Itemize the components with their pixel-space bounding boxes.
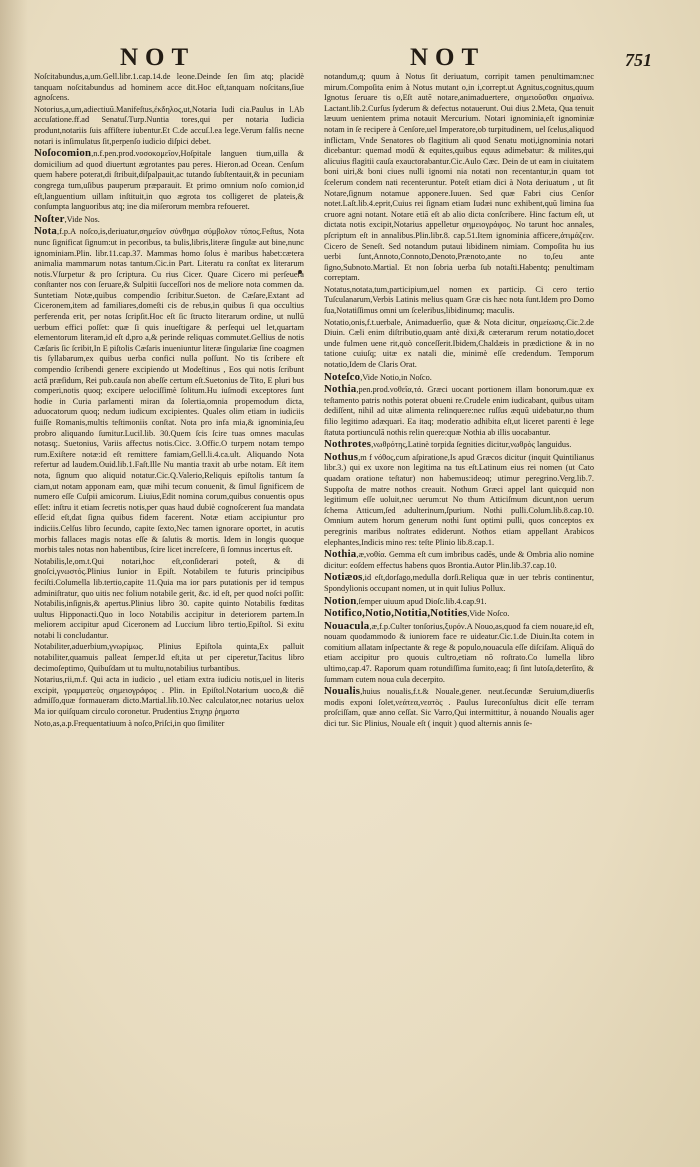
dictionary-entry bbox=[34, 72, 304, 104]
entry-text: Noto,as,a.p.Frequentatiuum à noſco,Priſci,in quo ſimiliter bbox=[34, 718, 225, 728]
entry-text: ,ſemper uiuum apud Dioſc.lib.4.cap.91. bbox=[356, 596, 487, 606]
entry-headword: Nothus bbox=[324, 450, 359, 463]
entry-text: Notorius,a,um,adiectiuū.Manifeſtus,ἐκδηλος,ut,Notaria Iudi cia.Paulus in l.Ab accuſatione.ff.ad Senatuſ.Turp.Nuntia tores,qui per notaria Iudicia produnt,notariis ſuis affiſtere iubentur.Et C.de accuſ.l.ea lege.Verum falſis necne notari is inſimulatus ſit,perpenſo iudicio diſpici debet. bbox=[34, 104, 304, 146]
entry-text: ,æ,f.p.Culter tonſorius,ξυρόν.A Nouo,as,quod fa ciem nouare,id eſt, nouam quodammodo & iuniorem face re uideatur.Cic.1.de Diuin.Ita cotem in comitium allatam inſpectante & rege & populo,nouacula eſſe diſciſam. Aliquā do etiam accipitur pro quouis cultro,etiam nō roſtrato.Co lumella libro ultimo,cap.47. Raporum quam rotundiſſima ſumito,eaq; ſi ſint lutoſa,deterſito, & ſummam cutem noua cula decerpito. bbox=[324, 621, 594, 684]
dictionary-entry bbox=[324, 686, 594, 729]
dictionary-entry bbox=[324, 318, 594, 371]
entry-text: ,m f νόθος,cum aſpiratione,Is apud Græcos dicitur (inquit Quintilianus libr.3.) qui ex uxore non legitima na tus eſt.Latinum eius rei nomen (ut Cato quadam oratione teſtatur) non habemus:ideoq; utimur peregrino.Verg.lib.7. Suppoſta de matre nothos creauit. Nothum Græci appel lant quicquid non legitimum eſſe uoluit,nec uerum:ut No thum Atticiſmum dicunt,non uerum ſchema Atticum,ſed adulterinum,ſpurium. Nothi pulli.Colum.lib.8.cap.10. Omnium autem horum generum nothi ſunt optimi pulli, quos conceptos ex peregrinis maribus noſtrates ediderunt. Nothos etiam appellant Arabicos elephantes,Indicis mino res: teſte Plinio lib.8.cap.1. bbox=[324, 452, 594, 547]
dictionary-entry bbox=[324, 596, 594, 608]
entry-text: notandum,q; quum à Notus ſit deriuatum, corripit tamen penultimam:nec mirum.Compoſita enim à Notus mutant o,in i,corrept.ut Agnitus,cognitus,quum Ignotus ſeruare tis o,Eſt autē notare,animaduertere, σημειοῦσθαι σημαίνω. Lactant.lib.2.Curſus ſyderum & defectus notauerunt. Oui dius 2.Meta, Qua tenuit læuum uenientem prima notauit Mercurium. Notari ignominia,eſt ignominiæ notam in ſe recipere à Cenſore,uel Imperatore,ob turpitudinem, uel ſcelus,aliquod inflictam, Vnde Senatores ob flagitium ali quod Senatu moti,ignominia notari dicebantur: quemad modū & equites,quibus equus adimebatur: & milites,qui alicuius flagitii cauſa exauctorabantur.Cic.Aulo Cæc. Dein de ut eam in ciuitatem boni uiri,& boni ciues nulli ignomi nia notati non recentantur,in quam tot ſcelerum condem nati recenteruntur. Poteſt etiam dici à Nota deriuatum , ut ſit Notare,ſignum notamue apponere.Iuuen. Sed quæ Fabri cius Cenſor notet.Laſt.lib.4.eprit,Cuius rei ſignam etiam Iudæi nunc exhibent,quū limina ſua cruore agni notant. Notare etiā eſt ab alio dicta conſcribere. Hinc factum eſt, ut dictata notis excipit,Notarius appelletur σημειογράφος. No tarunt hoc annales, pſcriptum eſt in annalibus.Plin.libr.8. cap.51.Item ignominia afficere,ἀτιμάζειν. Cicero de Seneſt. Sed notandum putaui libidinem nimiam. Compoſita hu ius uerbi ſunt,Annoto,Connoto,Denoto,Prænoto,ante no to,ſeu ante ſigno,Subnoto.Martial. Et non ſobria uerba ſub notaſti.Habentq; penultimam correptam. bbox=[324, 72, 594, 283]
entry-text: Notatus,notata,tum,participium,uel nomen ex particip. Ci cero tertio Tuſculanarum,Verbis Latinis melius quam Græ cis hæc nota ſunt.Idem pro Domo ſua,Notatiſſimus omni um ſceleribus,libidinumq; maculis. bbox=[324, 284, 594, 316]
dictionary-entry bbox=[34, 642, 304, 674]
running-head-left: NOT bbox=[120, 44, 196, 71]
entry-headword: Noteſco bbox=[324, 370, 361, 383]
dictionary-entry bbox=[324, 285, 594, 317]
entry-text: Notabiliter,aduerbium,γνωρίμως. Plinius Epiſtola quinta,Ex palluit notabiliter,quamuis palleat ſemper.Id eſt,ita ut per ciperetur,Tacitus libro decimoſeptimo, Quibuſdam ut tu multu,notabilius turbantibus. bbox=[34, 642, 304, 673]
entry-text: ,id eſt,dorſago,medulla dorſi.Reliqua quæ in uer tebris continentur, Spondylionis occupant nomen, ut in quit Iulius Pollux. bbox=[324, 573, 594, 593]
entry-text: ,νωθρότης,Latinè torpida ſegnities dicitur,νωθρὸς languidus. bbox=[371, 440, 572, 450]
entry-text: ,n.f.pen.prod.νοσοκομεῖον,Hoſpitale languen tium,uilla & domicilium ad quod diuertunt ægrotantes pau peres. Hieron.ad Ocean. Cenſum quem habere poterat,di ſtribuit,diſpalpauit,ac tutando ſubſtentauit,& in pecuniam congrega tum,uſibus pauperum præparauit. Et primo omnium noſo comion,id eſt,languentium uillam inſtituit,in quo ægrota tos colligeret de plateis,& conſumpta languoribus atq; ine dia miſerorum membra refoueret. bbox=[34, 149, 304, 212]
dictionary-entry bbox=[34, 226, 304, 555]
dictionary-entry bbox=[324, 72, 594, 284]
dictionary-entry bbox=[324, 549, 594, 571]
entry-text: ,Vide Noſco. bbox=[467, 609, 510, 619]
left-column bbox=[34, 72, 304, 1152]
dictionary-entry bbox=[34, 105, 304, 147]
page-gutter-shadow bbox=[0, 0, 28, 1167]
entry-headword: Notiæos bbox=[324, 571, 363, 584]
page-number: 751 bbox=[625, 50, 652, 70]
entry-text: Notatio,onis,f.t.uerbale, Animaduerſio, quæ & Nota dicitur, σημείωσις.Cic.2.de Diuin. Cæli enim diſtributio,quam antè dixi,& cæterarum rerum notatio,docet unde fulmen uene rit,quò conceſſerit.Ibidem,Chaldæis in prædictione & in no tatione cuiuſq; uitæ ex natali die, minimè eſſe credendum. Temporum notatio,Idem de Claris Orat. bbox=[324, 317, 594, 370]
right-column bbox=[324, 72, 594, 1152]
entry-text: ,Vide Notio,in Noſco. bbox=[360, 372, 432, 382]
entry-text: Notarius,rii,m.f. Qui acta in iudicio , uel etiam extra iudiciu notis,uel in literis excipit, γραμματεὺς σημειογράφος . Plin. in Epiſtol.Notarium uoco,& diē admiſſo,quæ formaueram dicto.Martial.lib.10.Nec calculator,nec notarius uelox Ma ior quiſquam circulo coronetur. Prudentius Στιχηρ ῥηματα bbox=[34, 675, 304, 717]
dictionary-entry bbox=[324, 452, 594, 548]
entry-headword: Nothrotes bbox=[324, 438, 372, 451]
entry-text: ,Vide Nos. bbox=[64, 214, 100, 224]
entry-headword: Nouacula bbox=[324, 619, 370, 632]
entry-headword: Notifico,Notio,Notitia,Notities bbox=[324, 607, 468, 620]
dictionary-entry bbox=[324, 372, 594, 384]
dictionary-entry bbox=[324, 384, 594, 438]
entry-headword: Nothia bbox=[324, 383, 357, 396]
dictionary-entry bbox=[324, 608, 594, 620]
entry-text: ,f.p.A noſco,is,deriuatur,σημεῖον σύνθημα σύμβολον τύπος.Feſtus, Nota nunc ſignificat ſignum:ut in pecoribus, ta bulis,libris,literæ ſingulæ aut bine,nunc ignominiam.Plin. libr.11.cap.37. Mammas homo ſolus è maribus habet:cætera animalia mammarum notas tantum.Cic.in Part. Literatu ra conſtat ex literarum notis.Vſurpetur & pro ſcriptura. Cu rius Cicer. Quare Cicero mi perſeuera conſtanter nos con ſeruare,& Sulpitii ſucceſſori nos de meliore nota commen da. Suntetiam Notæ,quibus compendio ſcribitur.Sueton. de Cæſare,Extant ad Ciceronem,item ad familiares,domeſti cis de rebus,in quibus ſi qua occultius perferenda erit, per notas ſcripſit.Hoc eſt ſic ſtructo literarum ordine, ut nullū uerbum effici poſſet: quæ ſi quis inueſtigare & perſequi uel let,quartam elementorum literam,id eſt d,pro a,& perinde reliquas commutet.Gellius de notis Cæſaris ſic ſcribit,In E piſtolis Cæſaris inueniuntur literæ ſingulariæ ſine coagmen tis ſyllabarum,ex quibus uerba confici nulla poſſunt. No tis ſcribere eſt compendio ſcribendi genere excipiendo ut Modeſtinus , Eos qui notis ſcribunt actâ præſidum, Rei pub.cauſa non abeſſe certum eſt.Suetonius de Tito, E pluri bus comperi,notis quoq; excipere uelociſſimè ſolitum.Hu iuſmodi exceptores ſunt hodie in Curia parlamenti miran da ſolertia,omnia propemodum dicta, aduocatorum quoq; nedum iudicum excipientes. Quales olim etiam in iudiciis fuiſſe Romanis,multis teſtimoniis conſtat. Nota pro infa mia,& ignominia,ſeu probro aliquando ſumitur.Lucil.lib. 30.Quem ſcis ſcire tuas omnes maculas notasq;. Suetonius, Variis affectus notis.Cicc. 3.Offic.O turpem notam tempo rum.Exiſtere notæ:id eſt remittere famiam,Gell.li.4.ca.ult. Aliquando Nota refertur ad laudem.Ouid.lib.1.Faſt.Ille Nu mantia traxit ab urbe notam. Eſt item nota, ſignum quo aliquid notatur.Cic.Q.Valerio,Reliquis epiſtolis tantum ſa ciam,ut notam apponam eam, quæ mihi tecum conuenit, & ſimul ſignificem de numero eſſe Cuſpii amicorum. Liuius,Edit nomina corum,quibus conuentis opus eſſet: inſtru it etiam ſecretis notis,per quas haud dubiè cognoſcerent ſua mandata eſſe:id eſt,dat ſigna quibus fidem facerent. Notæ etiam accipiuntur pro indiciis.Celſus libro ſecundo, capite ſexto,Nec tamen ignorare oportet, in acutis morbis fallaces magis notas eſſe & ſalutis & mortis. Idem in longis quoque morbis tales notas non habentibus, ſcire licet increſcere, ſi ſomnus incertus eſt. bbox=[34, 227, 304, 555]
dictionary-entry bbox=[324, 439, 594, 451]
dictionary-entry bbox=[324, 621, 594, 686]
running-head-right: NOT bbox=[410, 44, 486, 71]
entry-text: Notabilis,le,om.t.Qui notari,hoc eſt,conſiderari poteſt, & di gnoſci,γνωστός.Plinius Iunior in Epiſt. Notabilem te futuris principibus feciſti.Columella lib.tertio,capite 11.Quia ma ior pars putationis per id tempus adminiſtratur, quo uitis nec folium notabile gerit, &c. id eſt, per quod noſci poſſit: Notabilis,inſignis,& apertus.Plinius libro 30. capite quinto Notabilis fœditas uultus Hipponacti.Quo in loco Notabilis accipitur in deteriorem partem.In meliorem accipitur apud Ciceronem ad Luccium libro tertio,Epiſtol. Si exitu notabi li concludantur. bbox=[34, 556, 304, 640]
entry-headword: Nota bbox=[34, 225, 57, 238]
dictionary-entry bbox=[34, 719, 304, 730]
entry-headword: Nothia bbox=[324, 548, 357, 561]
entry-text: ,pen.prod.νοθεῖα,τά. Græci uocant portionem illam bonorum.quæ ex teſtamento patris nothis poterat obueni re.Crudele enim iudicabant, quibus uitam dediſſent, nihil ad uitæ alimenta relinquere:nec ruſſus æquū uidebatur,no thum filio legitimo adæquari. Ea itaq; moderatio adhibita eſt,ut liceret parenti è lege ſtatuta portiunculā nothis relin quere:quæ Nothia ab illis uocabantur. bbox=[324, 385, 594, 437]
dictionary-entry bbox=[34, 557, 304, 642]
dictionary-entry bbox=[324, 572, 594, 594]
entry-headword: Noualis bbox=[324, 685, 361, 698]
entry-text: Noſcitabundus,a,um.Gell.libr.1.cap.14.de leone.Deinde ſen ſim atq; placidè tanquam noſcitabundus ad hominem acce dit.Hoc eſt,tanquam noſcitans,ſiue agnoſcens. bbox=[34, 72, 304, 103]
entry-text: ,huius noualis,f.t.& Nouale,gener. neut.ſecundæ Seruium,diuerſis modis exponi ſolet,νεάτεα,νεατὸς . Paulus Iureconſultus dicit eſſe terram proſciſſam, quæ anno ceſſat. Sic Varro,Qui intermittitur, à nouando Noualis ager dici tur. Sic Plinius, Nouale eſt ( inquit ) quod alternis annis ſe- bbox=[324, 687, 594, 729]
entry-text: ,æ,νοθία. Gemma eſt cum imbribus cadēs, unde & Ombria alio nomine dicitur: eoſdem effectus habens quos Brontia.Autor Plin.lib.37.cap.10. bbox=[324, 550, 594, 570]
entry-headword: Noſter bbox=[34, 212, 65, 225]
dictionary-entry bbox=[34, 675, 304, 717]
dictionary-entry bbox=[34, 214, 304, 226]
entry-headword: Noſocomion bbox=[34, 147, 92, 160]
dictionary-entry bbox=[34, 148, 304, 213]
entry-headword: Notion bbox=[324, 594, 357, 607]
